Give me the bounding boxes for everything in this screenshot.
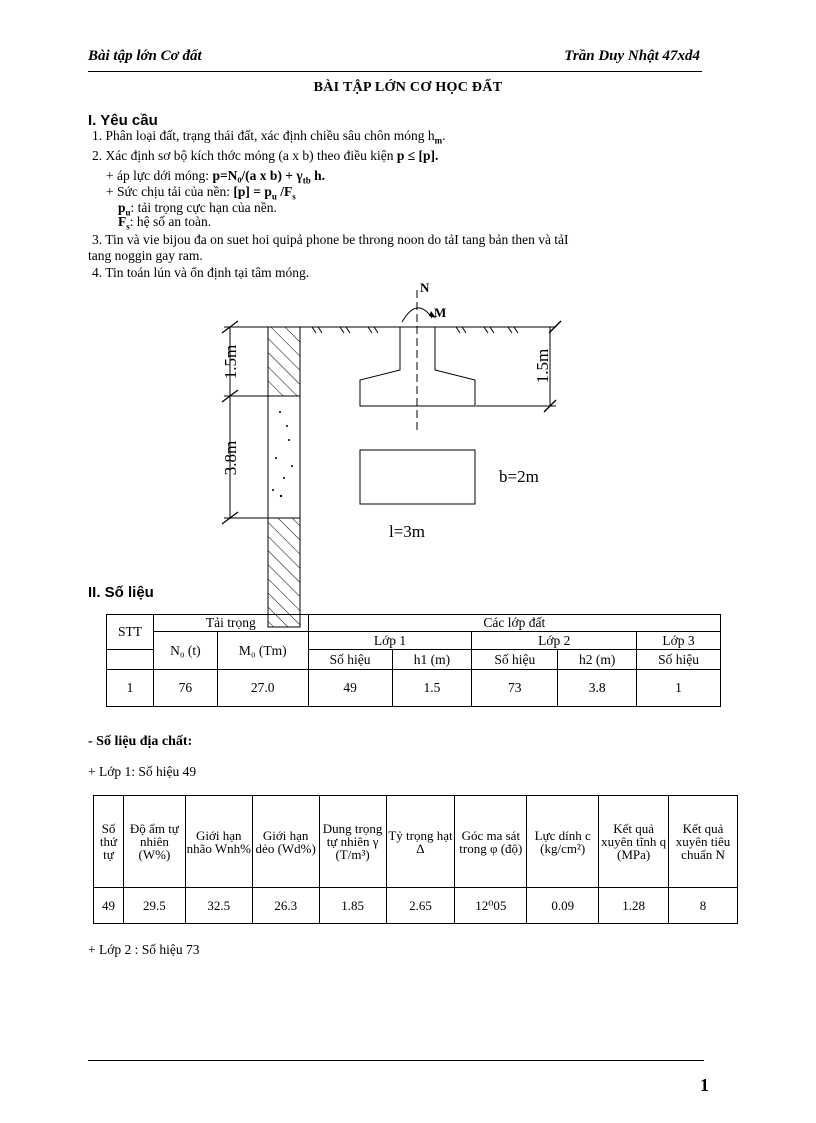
req-line-2: 2. Xác định sơ bộ kích thớc móng (a x b) theo điều kiện p ≤ [p]. xyxy=(92,148,439,163)
req-line-capacity: + Sức chịu tải của nền: $[p] = p_u$ $/F_s$ xyxy=(106,184,296,202)
page-number: 1 xyxy=(700,1075,709,1095)
th-cac-lop: Các lớp đất xyxy=(308,615,720,632)
cell-sh3: 1 xyxy=(637,670,721,707)
th-n0: N₀ (t) xyxy=(153,632,217,670)
gh-wnh: Giới hạn nhão Wnh% xyxy=(185,796,252,888)
th-h2: h2 (m) xyxy=(558,650,637,670)
gh-delta: Tỷ trọng hạt Δ xyxy=(386,796,455,888)
th-tai-trong: Tải trọng xyxy=(153,615,308,632)
cell-sh1: 49 xyxy=(308,670,392,707)
th-h1: h1 (m) xyxy=(392,650,472,670)
th-sohieu1: Số hiệu xyxy=(308,650,392,670)
th-sohieu3: Số hiệu xyxy=(637,650,721,670)
width-label: b=2m xyxy=(499,467,539,486)
geology-table xyxy=(93,795,738,924)
th-lop1: Lớp 1 xyxy=(308,632,472,650)
footer-rule xyxy=(88,1060,704,1061)
req-line-3: 3. Tin và vie bijou đa on suet hoi quipả phone be throng noon do tảI tang bản then và tảI xyxy=(92,232,569,247)
gc-n: 8 xyxy=(669,888,738,924)
gh-phi: Góc ma sát trong φ (độ) xyxy=(455,796,527,888)
cell-sh2: 73 xyxy=(472,670,558,707)
gc-wnh: 32.5 xyxy=(185,888,252,924)
cell-n0: 76 xyxy=(153,670,217,707)
ground-hatch xyxy=(312,327,518,333)
page-title: BÀI TẬP LỚN CƠ HỌC ĐẤT xyxy=(313,80,503,95)
gc-gamma: 1.85 xyxy=(319,888,386,924)
length-label: l=3m xyxy=(389,522,426,541)
cell-h1: 1.5 xyxy=(392,670,472,707)
gh-n: Kết quả xuyên tiêu chuẩn N xyxy=(669,796,738,888)
gh-q: Kết quả xuyên tĩnh q (MPa) xyxy=(599,796,669,888)
req-line-4: 4. Tin toán lún và ổn định tại tâm móng. xyxy=(92,265,310,280)
req-line-pressure: + áp lực dới móng: p=N₀/(a x $b) + \gamma_{tb}$ h. xyxy=(106,168,325,186)
gh-w: Độ ẩm tự nhiên (W%) xyxy=(123,796,185,888)
dim-label-3: 1.5m xyxy=(533,348,552,384)
gc-q: 1.28 xyxy=(599,888,669,924)
req-line-fs: $F_s$: hệ số an toàn. xyxy=(118,214,212,232)
dim-label-2: 3.8m xyxy=(221,440,240,476)
load-M: M xyxy=(434,305,447,320)
load-N: N xyxy=(420,280,430,295)
th-lop2: Lớp 2 xyxy=(472,632,637,650)
section1-heading: I. Yêu cầu xyxy=(88,112,158,129)
gc-c: 0.09 xyxy=(527,888,599,924)
layer2-label: + Lớp 2 : Số hiệu 73 xyxy=(88,942,200,957)
gc-stt: 49 xyxy=(94,888,124,924)
req-line-pu: $p_u$: tải trọng cực hạn của nền. xyxy=(118,200,277,218)
load-table xyxy=(106,614,721,707)
req-line-3b: tang noggin gay ram. xyxy=(88,248,203,263)
cell-stt: 1 xyxy=(107,670,154,707)
cell-h2: 3.8 xyxy=(558,670,637,707)
th-m0: M₀ (Tm) xyxy=(217,632,308,670)
footing-plan xyxy=(360,450,475,504)
gc-phi: 12⁰05 xyxy=(455,888,527,924)
layer2-dots xyxy=(272,411,293,497)
header-left: Bài tập lớn Cơ đất xyxy=(88,48,202,64)
cell-m0: 27.0 xyxy=(217,670,308,707)
geo-label: - Số liệu địa chất: xyxy=(88,734,193,749)
req-line-1: 1. Phân loại đất, trạng thái đất, xác định chiều sâu chôn móng $h_m$. xyxy=(92,128,446,146)
dim-label-1: 1.5m xyxy=(221,344,240,380)
section2-heading: II. Số liệu xyxy=(88,584,154,601)
th-stt: STT xyxy=(107,615,154,650)
gh-stt: Số thứ tự xyxy=(94,796,124,888)
gc-w: 29.5 xyxy=(123,888,185,924)
th-lop3: Lớp 3 xyxy=(637,632,721,650)
layer1-label: + Lớp 1: Số hiệu 49 xyxy=(88,764,197,779)
gh-wd: Giới hạn dẻo (Wd%) xyxy=(252,796,319,888)
layer1-hatch xyxy=(268,327,300,396)
layer3-hatch xyxy=(268,518,300,627)
gh-c: Lực dính c (kg/cm²) xyxy=(527,796,599,888)
gh-gamma: Dung trọng tự nhiên γ (T/m³) xyxy=(319,796,386,888)
gc-wd: 26.3 xyxy=(252,888,319,924)
th-sohieu2: Số hiệu xyxy=(472,650,558,670)
header-right: Trần Duy Nhật 47xd4 xyxy=(564,48,700,64)
gc-delta: 2.65 xyxy=(386,888,455,924)
